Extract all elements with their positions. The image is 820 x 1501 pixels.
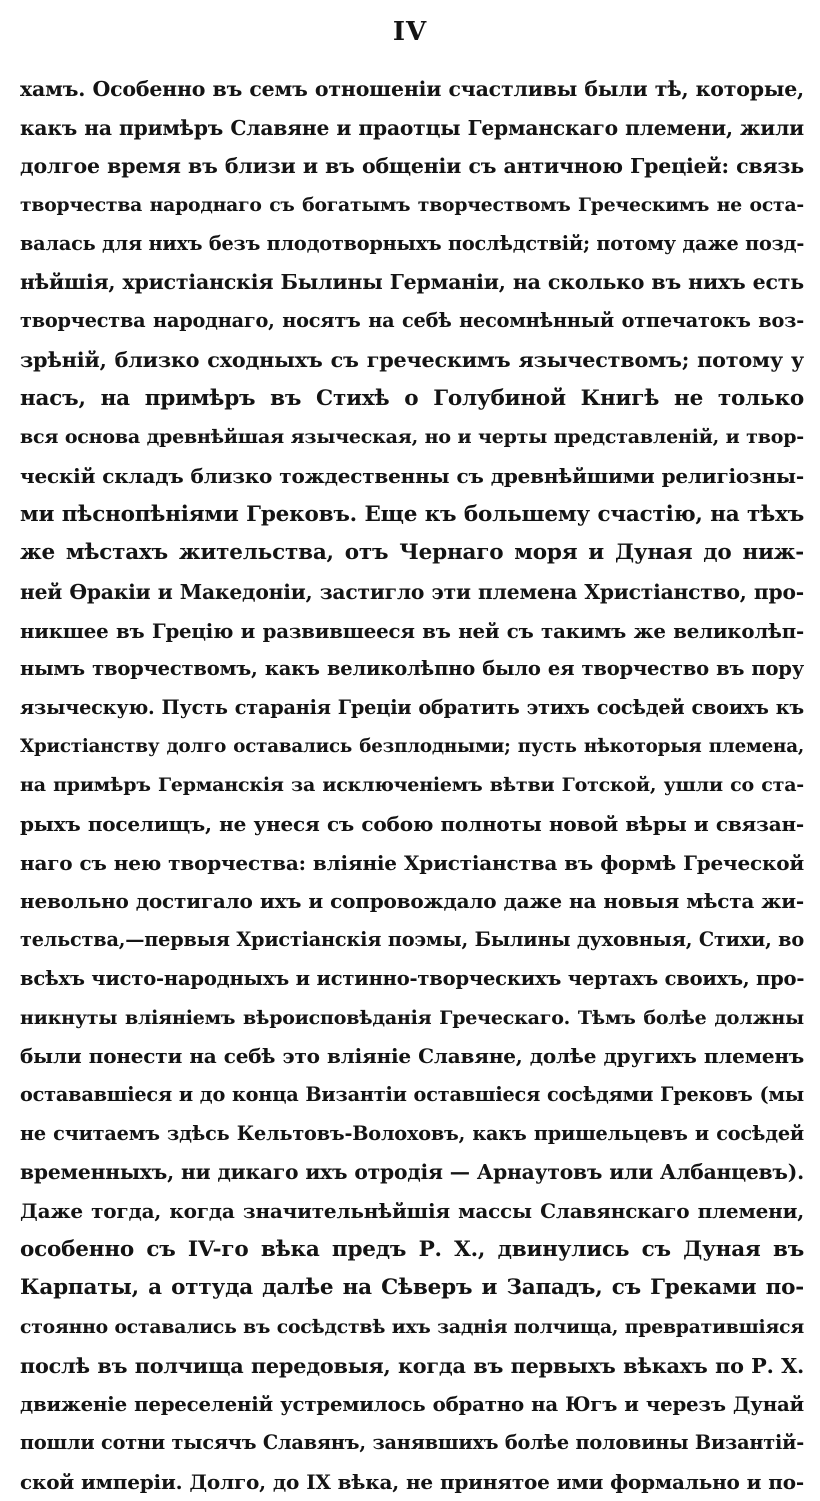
text-line: валась для нихъ безъ плодотворныхъ послѣдствiй; потому даже позд- <box>20 231 804 255</box>
text-line: же мѣстахъ жительства, отъ Чернаго моря и Дуная до ниж- <box>20 540 804 566</box>
text-line: ческiй складъ близко тождественны съ древнѣйшими религiозны- <box>20 463 804 488</box>
text-line: насъ, на примѣръ въ Стихѣ о Голубиной Книгѣ не только <box>20 385 804 411</box>
text-line: хамъ. Особенно въ семъ отношенiи счастливы были тѣ, которые, <box>20 77 804 101</box>
text-line: остававшiеся и до конца Византiи оставшiеся сосѣдями Грековъ (мы <box>20 1082 804 1106</box>
text-line: никшее въ Грецiю и развившееся въ ней съ такимъ же великолѣп- <box>20 618 804 643</box>
text-line: языческую. Пусть старанiя Грецiи обратить этихъ сосѣдей своихъ къ <box>20 696 804 719</box>
text-line: невольно достигало ихъ и сопровождало даже на новыя мѣста жи- <box>20 889 804 914</box>
text-line: движенiе переселенiй устремилось обратно на Югъ и черезъ Дунай <box>20 1392 804 1417</box>
text-line: творчества народнаго, носятъ на себѣ несомнѣнный отпечатокъ воз- <box>20 309 804 333</box>
text-line: были понести на себѣ это влiянiе Славяне, долѣе другихъ племенъ <box>20 1044 804 1069</box>
text-line: послѣ въ полчища передовыя, когда въ первыхъ вѣкахъ по Р. Х. <box>20 1353 804 1378</box>
text-line: ской имперiи. Долго, до IX вѣка, не принятое ими формально и по- <box>20 1469 804 1494</box>
text-line: тельства,—первыя Христiанскiя поэмы, Былины духовныя, Стихи, во <box>20 928 804 952</box>
text-line: ней Ѳракiи и Македонiи, застигло эти племена Христiанство, про- <box>20 579 804 604</box>
text-line: на примѣръ Германскiя за исключенiемъ вѣтви Готской, ушли со ста- <box>20 774 804 797</box>
page-number: IV <box>392 17 428 47</box>
text-line: наго съ нею творчества: влiянiе Христiанства въ формѣ Греческой <box>20 850 804 875</box>
body-text <box>20 70 804 1501</box>
text-line: пошли сотни тысячъ Славянъ, занявшихъ болѣе половины Византiй- <box>20 1431 804 1455</box>
text-line: не считаемъ здѣсь Кельтовъ-Волоховъ, какъ пришельцевъ и сосѣдей <box>20 1121 804 1145</box>
text-line: нымъ творчествомъ, какъ великолѣпно было ея творчество въ пору <box>20 657 804 681</box>
text-line: ми пѣснопѣнiями Грековъ. Еще къ большему счастiю, на тѣхъ <box>20 501 804 527</box>
text-line: вся основа древнѣйшая языческая, но и черты представленiй, и твор- <box>20 426 804 449</box>
text-line: зрѣнiй, близко сходныхъ съ греческимъ язычествомъ; потому у <box>20 347 804 372</box>
text-line: Христiанству долго оставались безплодными; пусть нѣкоторыя племена, <box>20 735 804 757</box>
text-line: Даже тогда, когда значительнѣйшiя массы Славянскаго племени, <box>20 1198 804 1223</box>
text-line: Карпаты, а оттуда далѣе на Сѣверъ и Западъ, съ Греками по- <box>20 1275 804 1301</box>
text-line: всѣхъ чисто-народныхъ и истинно-творческихъ чертахъ своихъ, про- <box>20 966 804 990</box>
text-line: стоянно оставались въ сосѣдствѣ ихъ заднiя полчища, превратившiяся <box>20 1316 804 1338</box>
text-line: никнуты влiянiемъ вѣроисповѣданiя Греческаго. Тѣмъ болѣе должны <box>20 1006 804 1029</box>
text-line: нѣйшiя, христiанскiя Былины Германiи, на сколько въ нихъ есть <box>20 270 804 295</box>
text-line: рыхъ поселищъ, не унеся съ собою полноты новой вѣры и связан- <box>20 812 804 837</box>
text-line: временныхъ, ни дикаго ихъ отродiя — Арнаутовъ или Албанцевъ). <box>20 1160 804 1185</box>
text-line: долгое время въ близи и въ общенiи съ античною Грецiей: связь <box>20 154 804 179</box>
text-line: какъ на примѣръ Славяне и праотцы Германскаго племени, жили <box>20 115 804 140</box>
text-line: особенно съ IV-го вѣка предъ Р. Х., двинулись съ Дуная въ <box>20 1236 804 1262</box>
text-line: творчества народнаго съ богатымъ творчествомъ Греческимъ не оста- <box>20 194 804 217</box>
